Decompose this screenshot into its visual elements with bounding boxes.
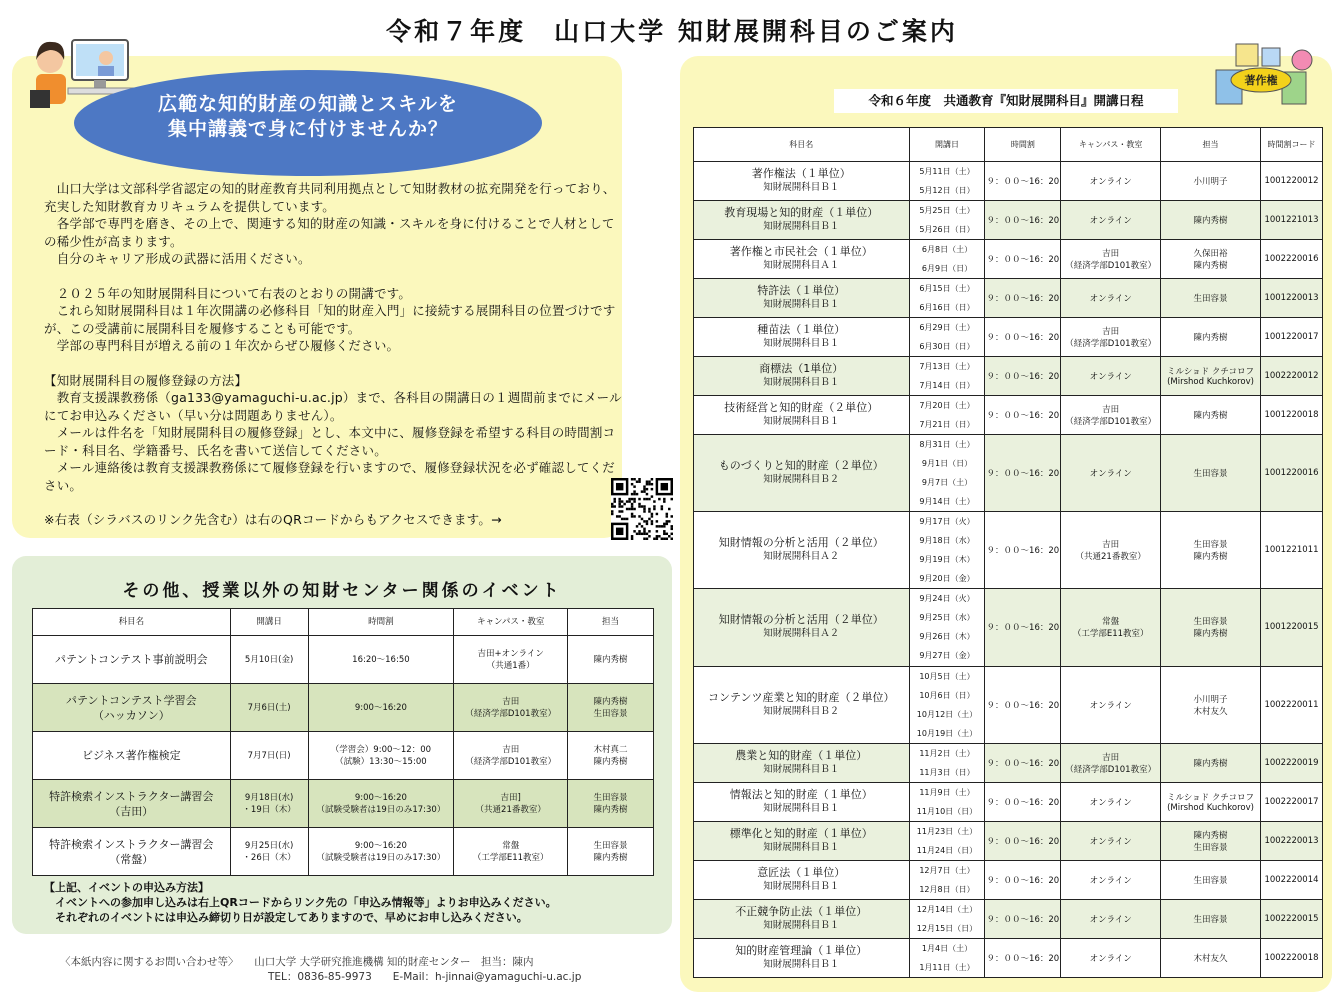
schedule-subject (694, 357, 910, 396)
schedule-code: 1002220018 (1260, 938, 1322, 977)
schedule-subject (694, 162, 910, 201)
subject-name[interactable]: 不正競争防止法（１単位） (735, 904, 868, 918)
qr-code-icon[interactable] (611, 478, 673, 540)
schedule-date: 9月25日（水） (919, 613, 975, 623)
schedule-teacher: 久保田裕 陳内秀樹 (1161, 240, 1261, 279)
schedule-subject (694, 396, 910, 435)
schedule-title: 令和６年度 共通教育『知財展開科目』開講日程 (834, 89, 1178, 113)
schedule-teacher: 陳内秀樹 (1161, 318, 1261, 357)
schedule-code: 1001220016 (1260, 435, 1322, 512)
table-row (694, 435, 1323, 512)
schedule-subject (694, 512, 910, 589)
event-name[interactable]: パテントコンテスト事前説明会 (33, 636, 231, 684)
schedule-teacher: 小川明子 木村友久 (1161, 666, 1261, 743)
event-date: 9月18日(水) ・19日（木） (230, 780, 308, 828)
schedule-dates (909, 899, 985, 938)
table-row (694, 279, 1323, 318)
schedule-subject (694, 743, 910, 782)
schedule-date: 9月20日（金） (919, 574, 975, 584)
schedule-teacher: ミルショド クチコロフ (Mirshod Kuchkorov) (1161, 782, 1261, 821)
schedule-subject (694, 201, 910, 240)
schedule-date: 11月2日（土） (919, 748, 975, 758)
copyright-books-illustration (1206, 40, 1316, 112)
subject-name[interactable]: 著作権法（１単位） (751, 167, 851, 180)
subject-name[interactable]: 農業と知的財産（１単位） (735, 748, 868, 762)
schedule-subject (694, 318, 910, 357)
event-name[interactable]: ビジネス著作権検定 (33, 732, 231, 780)
contact-info (60, 955, 660, 985)
schedule-time: ９：００～16：20 (985, 318, 1061, 357)
schedule-date: 6月15日（土） (919, 284, 975, 293)
schedule-time: ９：００～16：20 (985, 201, 1061, 240)
page-title: 令和７年度 山口大学 知財展開科目のご案内 (386, 17, 958, 46)
schedule-time: ９：００～16：20 (985, 743, 1061, 782)
schedule-date: 6月8日（土） (921, 245, 973, 254)
schedule-date: 6月30日（日） (919, 342, 975, 351)
table-row (694, 666, 1323, 743)
schedule-dates (909, 201, 985, 240)
schedule-time: ９：００～16：20 (985, 821, 1061, 860)
schedule-time: ９：００～16：20 (985, 938, 1061, 977)
schedule-room: オンライン (1061, 201, 1161, 240)
schedule-dates (909, 860, 985, 899)
subject-kind: 知財展開科目Ｂ１ (763, 221, 840, 232)
schedule-subject (694, 666, 910, 743)
contact-line-2: TEL：0836-85-9973 E-Mail：h-jinnai@yamaguchi-u.ac.jp (268, 971, 582, 983)
schedule-date: 5月26日（日） (919, 225, 975, 234)
subject-name[interactable]: 標準化と知的財産（１単位） (729, 826, 873, 840)
schedule-date: 9月7日（土） (921, 478, 973, 488)
schedule-code: 1002220017 (1260, 782, 1322, 821)
subject-kind: 知財展開科目Ｂ１ (763, 377, 840, 388)
table-row (694, 396, 1323, 435)
schedule-subject (694, 782, 910, 821)
schedule-teacher: 陳内秀樹 (1161, 743, 1261, 782)
schedule-date: 12月7日（土） (919, 865, 975, 875)
schedule-date: 12月15日（日） (916, 923, 978, 933)
table-row (33, 828, 654, 876)
subject-kind: 知財展開科目Ｂ２ (763, 474, 840, 486)
events-header: 担当 (568, 609, 654, 636)
schedule-date: 9月24日（火） (919, 594, 975, 604)
subject-kind: 知財展開科目Ｂ２ (763, 705, 840, 717)
event-time: 9:00～16:20 （試験受験者は19日のみ17:30） (308, 828, 454, 876)
subject-name[interactable]: 意匠法（１単位） (757, 865, 846, 879)
apply-line-1: イベントへの参加申し込みは右上QRコードからリンク先の「申込み情報等」よりお申込みください。 (44, 896, 557, 909)
schedule-room: オンライン (1061, 899, 1161, 938)
schedule-date: 8月31日（土） (919, 440, 975, 450)
schedule-date: 6月9日（日） (921, 264, 973, 273)
schedule-code: 1001220017 (1260, 318, 1322, 357)
schedule-date: 9月18日（水） (919, 536, 975, 546)
schedule-dates (909, 279, 985, 318)
subject-kind: 知財展開科目Ａ２ (763, 551, 840, 563)
event-teacher: 陳内秀樹 生田容景 (568, 684, 654, 732)
schedule-teacher: 陳内秀樹 生田容景 (1161, 821, 1261, 860)
intro-paragraph: 学部の専門科目が増える前の１年次からぜひ履修ください。 (44, 338, 400, 353)
schedule-time: ９：００～16：20 (985, 357, 1061, 396)
schedule-room: 吉田 （経済学部D101教室） (1061, 396, 1161, 435)
schedule-date: 10月6日（日） (919, 690, 975, 700)
schedule-teacher: 生田容景 (1161, 899, 1261, 938)
table-row (33, 732, 654, 780)
schedule-date: 5月11日（土） (919, 167, 975, 176)
copyright-badge: 著作権 (1244, 74, 1278, 87)
intro-paragraph: 山口大学は文部科学省認定の知的財産教育共同利用拠点として知財教材の拡充開発を行っており、充実した知財教育カリキュラムを提供しています。 (44, 181, 616, 214)
subject-name[interactable]: コンテンツ産業と知的財産（２単位） (708, 690, 895, 704)
schedule-time: ９：００～16：20 (985, 512, 1061, 589)
subject-kind: 知財展開科目Ｂ１ (763, 919, 840, 931)
table-row (694, 899, 1323, 938)
subject-name[interactable]: 商標法（1単位） (759, 362, 844, 375)
schedule-header: 時間割コード (1260, 128, 1322, 162)
schedule-dates (909, 589, 985, 666)
subject-name[interactable]: ものづくりと知的財産（２単位） (718, 459, 884, 473)
schedule-date: 6月29日（土） (919, 323, 975, 332)
table-row (33, 780, 654, 828)
schedule-room: オンライン (1061, 162, 1161, 201)
intro-paragraph: 各学部で専門を磨き、その上で、関連する知的財産の知識・スキルを身に付けることで人材としての稀少性が高まります。 (44, 216, 615, 249)
schedule-header: 開講日 (909, 128, 985, 162)
events-header: 開講日 (230, 609, 308, 636)
schedule-time: ９：００～16：20 (985, 279, 1061, 318)
subject-kind: 知財展開科目Ｂ１ (763, 182, 840, 193)
intro-gap (44, 355, 624, 372)
schedule-code: 1001220015 (1260, 589, 1322, 666)
schedule-dates (909, 743, 985, 782)
schedule-teacher: 生田容景 陳内秀樹 (1161, 512, 1261, 589)
schedule-dates (909, 435, 985, 512)
schedule-room: 吉田 （経済学部D101教室） (1061, 240, 1161, 279)
subject-kind: 知財展開科目Ｂ１ (763, 802, 840, 814)
event-name[interactable]: 特許検索インストラクター講習会 （吉田） (33, 780, 231, 828)
schedule-time: ９：００～16：20 (985, 396, 1061, 435)
schedule-subject (694, 821, 910, 860)
table-row (33, 636, 654, 684)
event-room: 吉田+オンライン （共通1番） (454, 636, 568, 684)
schedule-time: ９：００～16：20 (985, 666, 1061, 743)
event-date: 7月6日(土) (230, 684, 308, 732)
subject-name[interactable]: 知財情報の分析と活用（２単位） (718, 536, 884, 550)
schedule-date: 11月10日（日） (916, 806, 978, 816)
subject-kind: 知財展開科目Ａ２ (763, 628, 840, 640)
event-teacher: 木村真二 陳内秀樹 (568, 732, 654, 780)
schedule-subject (694, 435, 910, 512)
intro-text (44, 180, 624, 529)
schedule-room: 吉田 （経済学部D101教室） (1061, 318, 1161, 357)
event-date: 7月7日(日) (230, 732, 308, 780)
subject-kind: 知財展開科目Ｂ１ (763, 416, 840, 427)
headline-line-2: 集中講義で身に付けませんか？ (167, 118, 448, 140)
event-time: 9:00～16:20 （試験受験者は19日のみ17:30） (308, 780, 454, 828)
schedule-code: 1001220012 (1260, 162, 1322, 201)
schedule-date: 10月5日（土） (919, 671, 975, 681)
schedule-time: ９：００～16：20 (985, 589, 1061, 666)
events-header: キャンパス・教室 (454, 609, 568, 636)
schedule-code: 1001220013 (1260, 279, 1322, 318)
schedule-dates (909, 396, 985, 435)
schedule-date: 12月14日（土） (916, 904, 978, 914)
schedule-room: 吉田 （共通21番教室） (1061, 512, 1161, 589)
subject-name[interactable]: 特許法（１単位） (757, 284, 846, 297)
schedule-code: 1002220012 (1260, 357, 1322, 396)
schedule-dates (909, 357, 985, 396)
subject-kind: 知財展開科目Ｂ１ (763, 338, 840, 349)
table-row (694, 938, 1323, 977)
schedule-room: オンライン (1061, 279, 1161, 318)
subject-kind: 知財展開科目Ｂ１ (763, 841, 840, 853)
intro-gap (44, 268, 624, 285)
schedule-subject (694, 279, 910, 318)
schedule-date: 5月12日（日） (919, 186, 975, 195)
schedule-date: 7月20日（土） (919, 401, 975, 410)
schedule-code: 1001221013 (1260, 201, 1322, 240)
schedule-dates (909, 782, 985, 821)
event-application-note (44, 880, 664, 925)
schedule-room: 吉田 （経済学部D101教室） (1061, 743, 1161, 782)
schedule-room: オンライン (1061, 782, 1161, 821)
schedule-date: 9月19日（木） (919, 555, 975, 565)
schedule-subject (694, 589, 910, 666)
apply-line-2: それぞれのイベントには申込み締切り日が設定してありますので、早めにお申し込みください。 (44, 911, 528, 924)
subject-kind: 知財展開科目Ｂ１ (763, 763, 840, 775)
schedule-time: ９：００～16：20 (985, 899, 1061, 938)
table-row (694, 821, 1323, 860)
schedule-dates (909, 512, 985, 589)
schedule-date: 11月24日（日） (916, 845, 978, 855)
schedule-dates (909, 162, 985, 201)
schedule-code: 1002220016 (1260, 240, 1322, 279)
schedule-code: 1002220019 (1260, 743, 1322, 782)
schedule-subject (694, 860, 910, 899)
table-row (694, 743, 1323, 782)
headline-line-1: 広範な知的財産の知識とスキルを (158, 93, 458, 115)
schedule-dates (909, 938, 985, 977)
schedule-teacher: 木村友久 (1161, 938, 1261, 977)
schedule-time: ９：００～16：20 (985, 162, 1061, 201)
schedule-date: 11月3日（日） (919, 767, 975, 777)
schedule-date: 9月17日（火） (919, 517, 975, 527)
schedule-date: 9月14日（土） (919, 497, 975, 507)
table-row (694, 318, 1323, 357)
schedule-header: 時間割 (985, 128, 1061, 162)
schedule-date: 10月19日（土） (916, 728, 978, 738)
schedule-date: 5月25日（土） (919, 206, 975, 215)
events-header: 科目名 (33, 609, 231, 636)
event-room: 吉田 （経済学部D101教室） (454, 684, 568, 732)
event-time: 16:20～16:50 (308, 636, 454, 684)
intro-paragraph: ※右表（シラバスのリンク先含む）は右のQRコードからもアクセスできます。→ (44, 512, 502, 527)
intro-paragraph: 自分のキャリア形成の武器に活用ください。 (44, 251, 311, 266)
event-time: 9:00～16:20 (308, 684, 454, 732)
subject-name[interactable]: 知財情報の分析と活用（２単位） (718, 613, 884, 627)
schedule-dates (909, 821, 985, 860)
schedule-teacher: 生田容景 (1161, 435, 1261, 512)
intro-paragraph: 【知財展開科目の履修登録の方法】 (44, 372, 248, 388)
schedule-code: 1002220014 (1260, 860, 1322, 899)
subject-name[interactable]: 情報法と知的財産（１単位） (729, 787, 873, 801)
intro-gap (44, 494, 624, 511)
event-teacher: 生田容景 陳内秀樹 (568, 780, 654, 828)
event-teacher: 生田容景 陳内秀樹 (568, 828, 654, 876)
subject-kind: 知財展開科目Ｂ１ (763, 958, 840, 970)
schedule-teacher: 生田容景 (1161, 279, 1261, 318)
schedule-subject (694, 240, 910, 279)
schedule-date: 11月23日（土） (916, 826, 978, 836)
schedule-time: ９：００～16：20 (985, 435, 1061, 512)
schedule-teacher: 小川明子 (1161, 162, 1261, 201)
schedule-time: ９：００～16：20 (985, 240, 1061, 279)
schedule-room: オンライン (1061, 821, 1161, 860)
subject-name[interactable]: 技術経営と知的財産（２単位） (724, 401, 879, 414)
event-room: 常盤 （工学部E11教室） (454, 828, 568, 876)
event-time: （学習会）9:00～12：00 （試験）13:30～15:00 (308, 732, 454, 780)
schedule-code: 1002220011 (1260, 666, 1322, 743)
table-row (694, 240, 1323, 279)
intro-paragraph: メールは件名を「知財展開科目の履修登録」とし、本文中に、履修登録を希望する科目の時間割コード・科目名、学籍番号、氏名を書いて送信してください。 (44, 425, 616, 458)
table-row (694, 162, 1323, 201)
schedule-header: 担当 (1161, 128, 1261, 162)
schedule-date: 9月26日（木） (919, 632, 975, 642)
schedule-date: 12月8日（日） (919, 884, 975, 894)
schedule-date: 1月11日（土） (919, 962, 975, 972)
schedule-date: 9月1日（日） (921, 459, 973, 469)
subject-kind: 知財展開科目Ｂ１ (763, 299, 840, 310)
schedule-header: キャンパス・教室 (1061, 128, 1161, 162)
schedule-dates (909, 318, 985, 357)
events-table (32, 608, 654, 876)
schedule-subject (694, 899, 910, 938)
events-header: 時間割 (308, 609, 454, 636)
schedule-date: 11月9日（土） (919, 787, 975, 797)
subject-name[interactable]: 教育現場と知的財産（１単位） (724, 206, 879, 219)
schedule-teacher: 陳内秀樹 (1161, 201, 1261, 240)
schedule-date: 10月12日（土） (916, 709, 978, 719)
table-row (694, 589, 1323, 666)
schedule-time: ９：００～16：20 (985, 782, 1061, 821)
intro-paragraph: これら知財展開科目は１年次開講の必修科目「知的財産入門」に接続する展開科目の位置づけですが、この受講前に展開科目を履修することも可能です。 (44, 303, 616, 336)
schedule-room: オンライン (1061, 666, 1161, 743)
schedule-header: 科目名 (694, 128, 910, 162)
table-row (33, 684, 654, 732)
schedule-dates (909, 240, 985, 279)
schedule-room: 常盤 （工学部E11教室） (1061, 589, 1161, 666)
schedule-code: 1001221011 (1260, 512, 1322, 589)
contact-line-1: 〈本紙内容に関するお問い合わせ等〉 山口大学 大学研究推進機構 知的財産センター 担当：陳内 (60, 956, 534, 968)
table-row (694, 201, 1323, 240)
schedule-room: オンライン (1061, 938, 1161, 977)
schedule-table (693, 127, 1323, 978)
table-row (694, 860, 1323, 899)
schedule-code: 1002220015 (1260, 899, 1322, 938)
event-name[interactable]: 特許検索インストラクター講習会 （常盤） (33, 828, 231, 876)
subject-name[interactable]: 著作権と市民社会（１単位） (729, 245, 873, 258)
schedule-room: オンライン (1061, 860, 1161, 899)
subject-name[interactable]: 種苗法（１単位） (757, 323, 846, 336)
intro-paragraph: 教育支援課教務係（ga133@yamaguchi-u.ac.jp）まで、各科目の開講日の１週間前までにメールにてお申込みください（早い分は問題ありません）。 (44, 390, 622, 423)
table-row (694, 357, 1323, 396)
schedule-teacher: 生田容景 (1161, 860, 1261, 899)
subject-kind: 知財展開科目Ａ１ (763, 260, 840, 271)
schedule-date: 7月14日（日） (919, 381, 975, 390)
subject-kind: 知財展開科目Ｂ１ (763, 880, 840, 892)
schedule-time: ９：００～16：20 (985, 860, 1061, 899)
schedule-date: 1月4日（土） (921, 943, 973, 953)
schedule-date: 9月27日（金） (919, 651, 975, 661)
apply-heading: 【上記、イベントの申込み方法】 (44, 881, 209, 894)
events-title: その他、授業以外の知財センター関係のイベント (122, 581, 562, 601)
schedule-subject (694, 938, 910, 977)
schedule-code: 1001220018 (1260, 396, 1322, 435)
headline-ellipse (74, 70, 542, 176)
schedule-code: 1002220013 (1260, 821, 1322, 860)
schedule-teacher: ミルショド クチコロフ (Mirshod Kuchkorov) (1161, 357, 1261, 396)
subject-name[interactable]: 知的財産管理論（１単位） (735, 943, 868, 957)
intro-paragraph: ２０２５年の知財展開科目について右表のとおりの開講です。 (44, 285, 412, 301)
intro-paragraph: メール連絡後は教育支援課教務係にて履修登録を行いますので、履修登録状況を必ず確認してください。 (44, 460, 616, 493)
schedule-teacher: 陳内秀樹 (1161, 396, 1261, 435)
schedule-date: 7月21日（日） (919, 420, 975, 429)
table-row (694, 512, 1323, 589)
event-room: 吉田] （共通21番教室） (454, 780, 568, 828)
schedule-date: 7月13日（土） (919, 362, 975, 371)
schedule-teacher: 生田容景 陳内秀樹 (1161, 589, 1261, 666)
schedule-room: オンライン (1061, 435, 1161, 512)
event-date: 9月25日(水) ・26日（木） (230, 828, 308, 876)
event-teacher: 陳内秀樹 (568, 636, 654, 684)
schedule-date: 6月16日（日） (919, 303, 975, 312)
event-date: 5月10日(金) (230, 636, 308, 684)
schedule-room: オンライン (1061, 357, 1161, 396)
event-room: 吉田 （経済学部D101教室） (454, 732, 568, 780)
schedule-dates (909, 666, 985, 743)
event-name[interactable]: パテントコンテスト学習会 （ハッカソン） (33, 684, 231, 732)
table-row (694, 782, 1323, 821)
